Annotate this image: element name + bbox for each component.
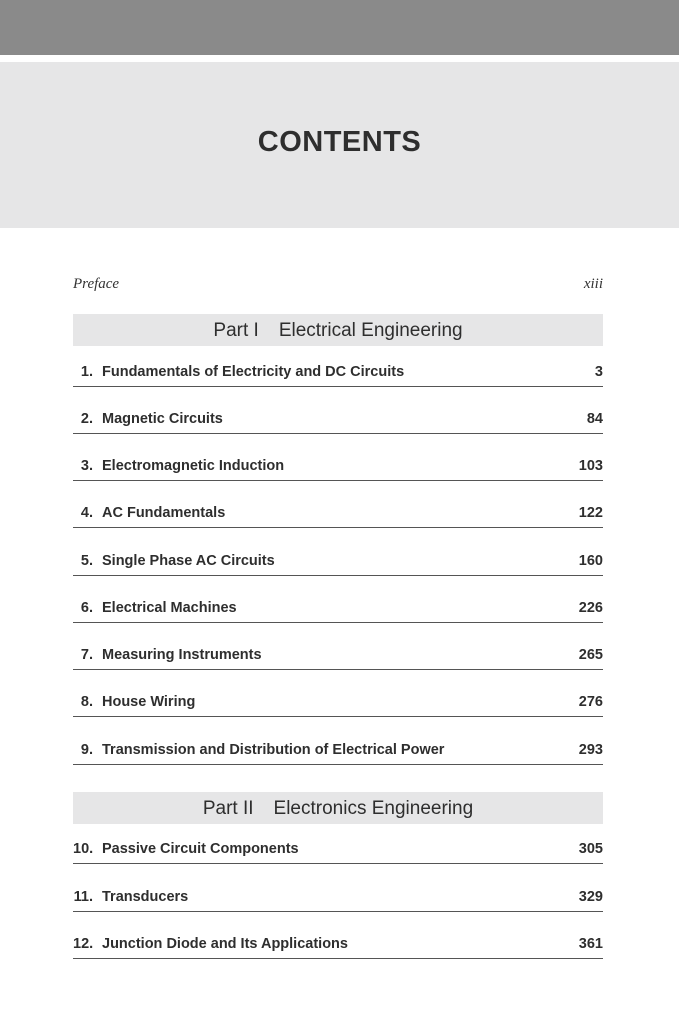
toc-entry[interactable]	[73, 553, 603, 576]
toc-entry-preface[interactable]	[73, 276, 603, 296]
chapter-title: Passive Circuit Components	[102, 841, 299, 857]
chapter-title: Fundamentals of Electricity and DC Circuits	[102, 364, 405, 380]
chapter-title: Measuring Instruments	[102, 647, 262, 663]
chapter-number: 5.	[80, 553, 93, 569]
preface-page-number: xiii	[583, 276, 603, 292]
top-decorative-bar	[0, 0, 679, 55]
chapter-number: 8.	[80, 694, 93, 710]
part-title: Electronics Engineering	[273, 798, 474, 819]
chapter-number: 1.	[80, 364, 93, 380]
chapter-page-number: 276	[578, 694, 603, 710]
chapter-number: 6.	[80, 600, 93, 616]
part-number: Part II	[202, 798, 254, 819]
chapter-page-number: 329	[578, 889, 603, 905]
chapter-title: Electrical Machines	[102, 600, 237, 616]
chapter-page-number: 305	[578, 841, 603, 857]
chapter-title: Single Phase AC Circuits	[102, 553, 275, 569]
toc-entry[interactable]	[73, 936, 603, 959]
chapter-number: 4.	[80, 505, 93, 521]
chapter-title: Electromagnetic Induction	[102, 458, 285, 474]
toc-entry[interactable]	[73, 889, 603, 912]
page-title: CONTENTS	[257, 126, 422, 158]
chapter-number: 2.	[80, 411, 93, 427]
part-title: Electrical Engineering	[278, 320, 463, 341]
chapter-page-number: 103	[578, 458, 603, 474]
chapter-page-number: 3	[594, 364, 603, 380]
chapter-page-number: 265	[578, 647, 603, 663]
chapter-title: AC Fundamentals	[102, 505, 226, 521]
chapter-title: Magnetic Circuits	[102, 411, 223, 427]
chapter-number: 12.	[73, 936, 94, 952]
chapter-number: 7.	[80, 647, 93, 663]
toc-entry[interactable]	[73, 647, 603, 670]
part-number: Part I	[213, 320, 259, 341]
toc-entry[interactable]	[73, 694, 603, 717]
chapter-page-number: 160	[578, 553, 603, 569]
chapter-page-number: 122	[578, 505, 603, 521]
toc-entry[interactable]	[73, 411, 603, 434]
chapter-title: House Wiring	[102, 694, 196, 710]
chapter-page-number: 226	[578, 600, 603, 616]
toc-entry[interactable]	[73, 458, 603, 481]
chapter-number: 3.	[80, 458, 93, 474]
chapter-title: Transducers	[102, 889, 189, 905]
chapter-number: 10.	[73, 841, 94, 857]
chapter-page-number: 84	[586, 411, 603, 427]
toc-entry[interactable]	[73, 364, 603, 387]
part-heading-1	[73, 314, 603, 346]
chapter-title: Transmission and Distribution of Electrical Power	[102, 742, 445, 758]
toc-entry[interactable]	[73, 505, 603, 528]
chapter-number: 9.	[80, 742, 93, 758]
toc-entry[interactable]	[73, 742, 603, 765]
chapter-number: 11.	[73, 889, 93, 905]
chapter-page-number: 361	[578, 936, 603, 952]
chapter-page-number: 293	[578, 742, 603, 758]
preface-label: Preface	[73, 276, 120, 292]
part-heading-2	[73, 792, 603, 824]
toc-entry[interactable]	[73, 600, 603, 623]
toc-entry[interactable]	[73, 841, 603, 864]
chapter-title: Junction Diode and Its Applications	[102, 936, 348, 952]
